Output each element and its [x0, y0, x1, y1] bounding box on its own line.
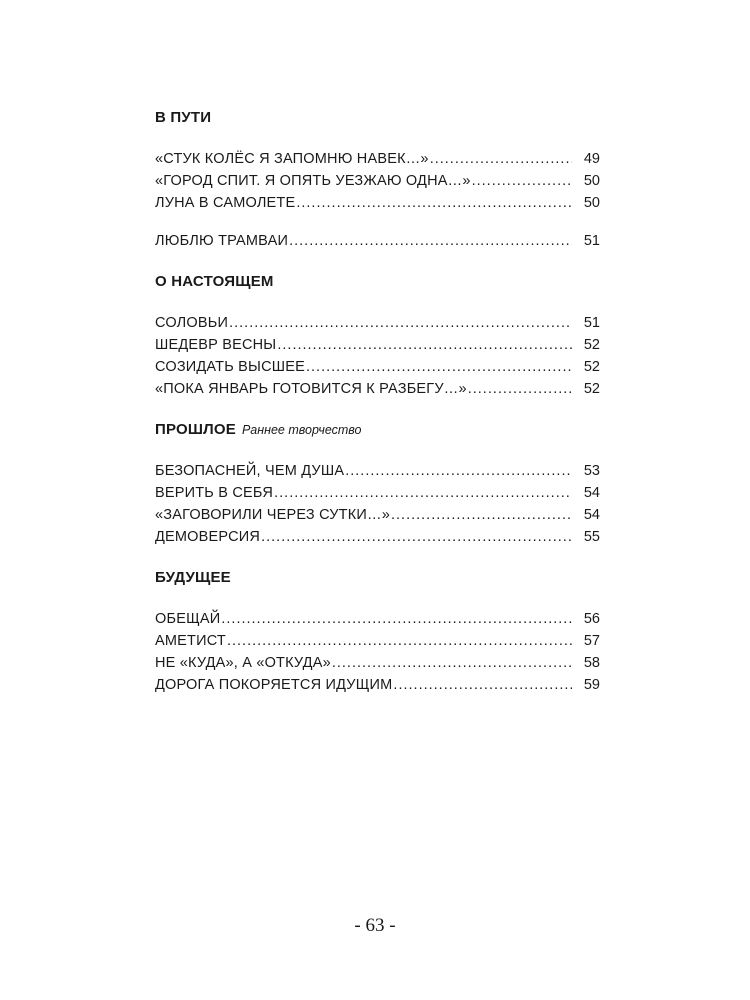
entry-group — [155, 608, 600, 696]
entry-page-number: 59 — [583, 677, 600, 693]
entry-group — [155, 148, 600, 214]
entry-title: ВЕРИТЬ В СЕБЯ — [155, 485, 274, 501]
entry-page-number: 58 — [583, 655, 600, 671]
toc-section — [155, 568, 600, 696]
entry-page-number: 52 — [583, 381, 600, 397]
toc-entry — [155, 378, 600, 400]
toc-entry — [155, 652, 600, 674]
toc-entry — [155, 460, 600, 482]
table-of-contents — [155, 108, 600, 716]
dot-leader — [306, 356, 572, 378]
section-heading-row — [155, 568, 600, 588]
toc-entry — [155, 192, 600, 214]
dot-leader — [277, 334, 572, 356]
entry-page-number: 50 — [583, 195, 600, 211]
dot-leader — [289, 230, 572, 252]
toc-entry — [155, 608, 600, 630]
section-subheading: Раннее творчество — [241, 423, 362, 437]
toc-entry — [155, 504, 600, 526]
section-heading: В ПУТИ — [155, 109, 212, 126]
toc-entry — [155, 482, 600, 504]
toc-entry — [155, 170, 600, 192]
entry-group — [155, 312, 600, 400]
entry-page-number: 52 — [583, 337, 600, 353]
entry-page-number: 53 — [583, 463, 600, 479]
section-heading: БУДУЩЕЕ — [155, 569, 231, 586]
dot-leader — [430, 148, 572, 170]
section-heading-row — [155, 272, 600, 292]
toc-entry — [155, 312, 600, 334]
toc-section — [155, 272, 600, 400]
entry-group — [155, 460, 600, 548]
section-heading-row — [155, 108, 600, 128]
entry-page-number: 51 — [583, 315, 600, 331]
dot-leader — [332, 652, 572, 674]
entry-title: НЕ «КУДА», А «ОТКУДА» — [155, 655, 331, 671]
toc-section — [155, 108, 600, 252]
dot-leader — [274, 482, 572, 504]
dot-leader — [229, 312, 572, 334]
entry-page-number: 55 — [583, 529, 600, 545]
toc-entry — [155, 630, 600, 652]
dot-leader — [227, 630, 572, 652]
entry-page-number: 54 — [583, 485, 600, 501]
section-heading-row — [155, 420, 600, 440]
entry-title: «ЗАГОВОРИЛИ ЧЕРЕЗ СУТКИ…» — [155, 507, 390, 523]
section-heading: О НАСТОЯЩЕМ — [155, 273, 274, 290]
entry-title: ДЕМОВЕРСИЯ — [155, 529, 261, 545]
entry-title: АМЕТИСТ — [155, 633, 226, 649]
dot-leader — [391, 504, 572, 526]
entry-page-number: 56 — [583, 611, 600, 627]
entry-title: «ГОРОД СПИТ. Я ОПЯТЬ УЕЗЖАЮ ОДНА…» — [155, 173, 471, 189]
toc-entry — [155, 674, 600, 696]
entry-title: ОБЕЩАЙ — [155, 611, 221, 627]
entry-page-number: 50 — [583, 173, 600, 189]
dot-leader — [296, 192, 572, 214]
entry-page-number: 57 — [583, 633, 600, 649]
toc-section — [155, 420, 600, 548]
dot-leader — [221, 608, 572, 630]
dot-leader — [345, 460, 572, 482]
dot-leader — [468, 378, 572, 400]
entry-title: ЛУНА В САМОЛЕТЕ — [155, 195, 296, 211]
entry-title: ЛЮБЛЮ ТРАМВАИ — [155, 233, 289, 249]
entry-title: БЕЗОПАСНЕЙ, ЧЕМ ДУША — [155, 463, 345, 479]
dot-leader — [472, 170, 572, 192]
entry-title: «ПОКА ЯНВАРЬ ГОТОВИТСЯ К РАЗБЕГУ…» — [155, 381, 467, 397]
entry-page-number: 49 — [583, 151, 600, 167]
entry-title: ДОРОГА ПОКОРЯЕТСЯ ИДУЩИМ — [155, 677, 393, 693]
dot-leader — [393, 674, 572, 696]
entry-title: ШЕДЕВР ВЕСНЫ — [155, 337, 277, 353]
entry-page-number: 52 — [583, 359, 600, 375]
toc-entry — [155, 148, 600, 170]
entry-group — [155, 230, 600, 252]
page-number: - 63 - — [354, 915, 396, 936]
toc-entry — [155, 356, 600, 378]
entry-title: «СТУК КОЛЁС Я ЗАПОМНЮ НАВЕК…» — [155, 151, 429, 167]
entry-page-number: 51 — [583, 233, 600, 249]
toc-entry — [155, 526, 600, 548]
section-heading: ПРОШЛОЕ — [155, 421, 236, 438]
dot-leader — [261, 526, 572, 548]
entry-title: СОЛОВЬИ — [155, 315, 229, 331]
toc-entry — [155, 230, 600, 252]
entry-title: СОЗИДАТЬ ВЫСШЕЕ — [155, 359, 305, 375]
entry-page-number: 54 — [583, 507, 600, 523]
toc-entry — [155, 334, 600, 356]
